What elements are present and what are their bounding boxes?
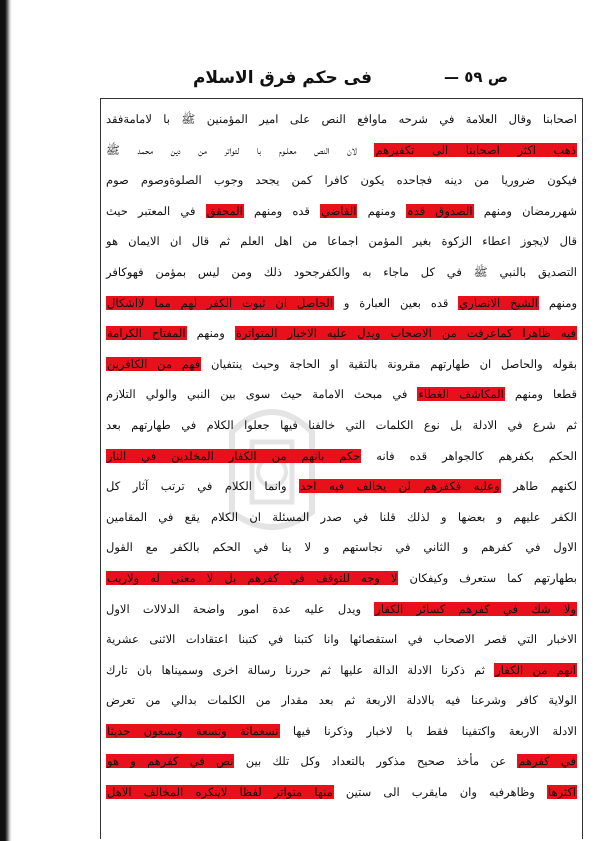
text-segment: قده بعين العبارة و (334, 295, 459, 310)
text-segment: في المعتبر حيث (106, 203, 206, 218)
highlighted-text: القاضي (321, 203, 357, 218)
text-line (100, 716, 583, 747)
text-segment: الولاية كافر وشرعنا فيه بالادلة الاربعة ثم بعد مقدار من الكلمات بدالي من تعرض (106, 693, 577, 708)
highlighted-text: اكثرها (547, 785, 576, 800)
highlighted-text: ولا شك في كفرهم كسائر الكفار (375, 601, 576, 616)
text-line (100, 532, 583, 563)
text-segment: قده ومنهم (243, 203, 321, 218)
text-line (100, 685, 583, 716)
text-line (100, 104, 583, 135)
text-segment: بقوله والحاصل ان طهارتهم مقرونة بالتقية او الحاجة وحيث ينتفيان (201, 356, 577, 371)
text-segment: لان النص معلـوم با لتواتر من دين محمد ﷺ (106, 142, 375, 157)
highlighted-text: فيه ظاهرا كماعرفت من الاصحاب ويدل عليه الاخبار المتواترة (235, 326, 577, 341)
highlighted-text: وعليه فكفرهم لن يخالف فيه احد (300, 479, 500, 494)
highlighted-text: فهم من الكافرين (107, 356, 201, 371)
text-segment: الادلة الاربعة واكتفينا فقط با لاخبار وذكرنا فيها (279, 723, 577, 738)
highlighted-text: المفتاح الكرامة (107, 326, 186, 341)
highlighted-text: منها متواتر لفظا لاينكره المخالف الاهل (107, 785, 333, 800)
text-segment: وانما الكلام في ترتب آثار كل (106, 479, 300, 494)
page-number: ص ٥٩ — (444, 68, 508, 86)
text-line (100, 226, 583, 257)
text-segment: قطعا ومنهم (504, 387, 577, 402)
text-line (100, 655, 583, 686)
text-line (100, 349, 583, 380)
text-line (100, 257, 583, 288)
highlighted-text: المكاشف الغطاء (418, 387, 504, 402)
text-line (100, 318, 583, 349)
text-line (100, 410, 583, 441)
highlighted-text: الصدوق قدہ (406, 203, 473, 218)
highlighted-text: انهم من الكفار (495, 662, 576, 677)
text-segment: الحكم بكفرهم كالجواهر قده فانه (361, 448, 578, 463)
text-line (100, 502, 583, 533)
highlighted-text: تسعمائة وتسعة وتسعون حديثا (107, 723, 279, 738)
text-line (100, 563, 583, 594)
page-header (130, 68, 508, 96)
highlighted-text: نص في كفرهم و هو (107, 754, 234, 769)
text-segment: في مبحث الامامة حيث سوى بين النبي والولي التلازم (106, 387, 418, 402)
text-line (100, 746, 583, 777)
highlighted-text: الشيخ الانصاري (459, 295, 538, 310)
text-segment: ومنهم (186, 326, 235, 341)
text-segment: ثم شرع في الادلة بل نوع الكلمات التي خالفنا فيها جعلوا الكلام في طهارتهم بعد (106, 417, 577, 432)
text-segment: عن مأخذ صحيح مذكور بالتعداد وكل تلك بين (234, 754, 518, 769)
body-text (100, 104, 583, 808)
highlighted-text: لا وجه للتوقف في كفرهم بل لا معنى له ولاريب (107, 570, 398, 585)
scan-binding-edge (0, 0, 12, 841)
text-segment: ومنهم (538, 295, 577, 310)
text-segment: الاخبار التي قصر الاصحاب في استقصائها وانا كتبنا في كتبنا اعتقادات الاثنى عشرية (106, 632, 577, 647)
text-segment: شهررمضان ومنهم (473, 203, 577, 218)
text-line (100, 777, 583, 808)
highlighted-text: في كفرهم (518, 754, 576, 769)
text-line (100, 471, 583, 502)
text-segment: فيكون ضروريا من دينه فجاحده يكون كافرا كمن يجحد وجوب الصلوةوصوم صوم (106, 173, 577, 188)
text-segment: وظاهرفيه وان مايقرب الى ستين (333, 785, 547, 800)
text-line (100, 441, 583, 472)
text-segment: اصحابنا وقال العلامة في شرحه ماوافع النص على امير المؤمنين ﷺ با لامامةفقد (106, 112, 577, 126)
highlighted-text: الحاصل ان ثبوت الكفر لهم مما لااشكال (107, 295, 333, 310)
text-line (100, 624, 583, 655)
text-line (100, 196, 583, 227)
text-segment: لكنهم طاهر (500, 479, 577, 494)
text-segment: بطهارتهم كما ستعرف وكيفكان (398, 570, 577, 585)
text-line (100, 594, 583, 625)
text-segment: الاول في كفرهم و الثاني في نجاستهم و لا ينا في الحكم بالكفر مع القول (106, 540, 577, 555)
text-line (100, 288, 583, 319)
text-segment: قال لايجوز اعطاء الزكوة بغير المؤمن اجماعا من اهل العلم ثم قال ان الايمان هو (106, 234, 577, 249)
text-segment: التصديق بالنبي ﷺ في كل ماجاء به والكفرجحود ذلك ومن ليس بمؤمن فهوكافر (106, 264, 577, 279)
text-line (100, 165, 583, 196)
text-segment: ويدل عليه عدة امور واضحة الدلالات الاول (106, 601, 375, 616)
text-line (100, 379, 583, 410)
text-segment: ثم ذكرنا الادلة الدالة عليها ثم حررنا رسالة اخرى وسميناها بان تارك (106, 662, 495, 677)
text-segment: الكفر عليهم و بعضها و لذلك قلنا في صدر المسئلة ان الكلام يقع في المقامين (106, 509, 577, 524)
highlighted-text: حكم بانهم من الكفار المخلدين في النار (107, 448, 361, 463)
running-title: فى حكم فرق الاسلام (192, 68, 372, 88)
highlighted-text: ذهب اكثر اصحابنا الى تكفيرهم (375, 142, 576, 157)
highlighted-text: المحقق (206, 203, 243, 218)
text-line (100, 135, 583, 166)
text-segment: ومنهم (357, 203, 406, 218)
